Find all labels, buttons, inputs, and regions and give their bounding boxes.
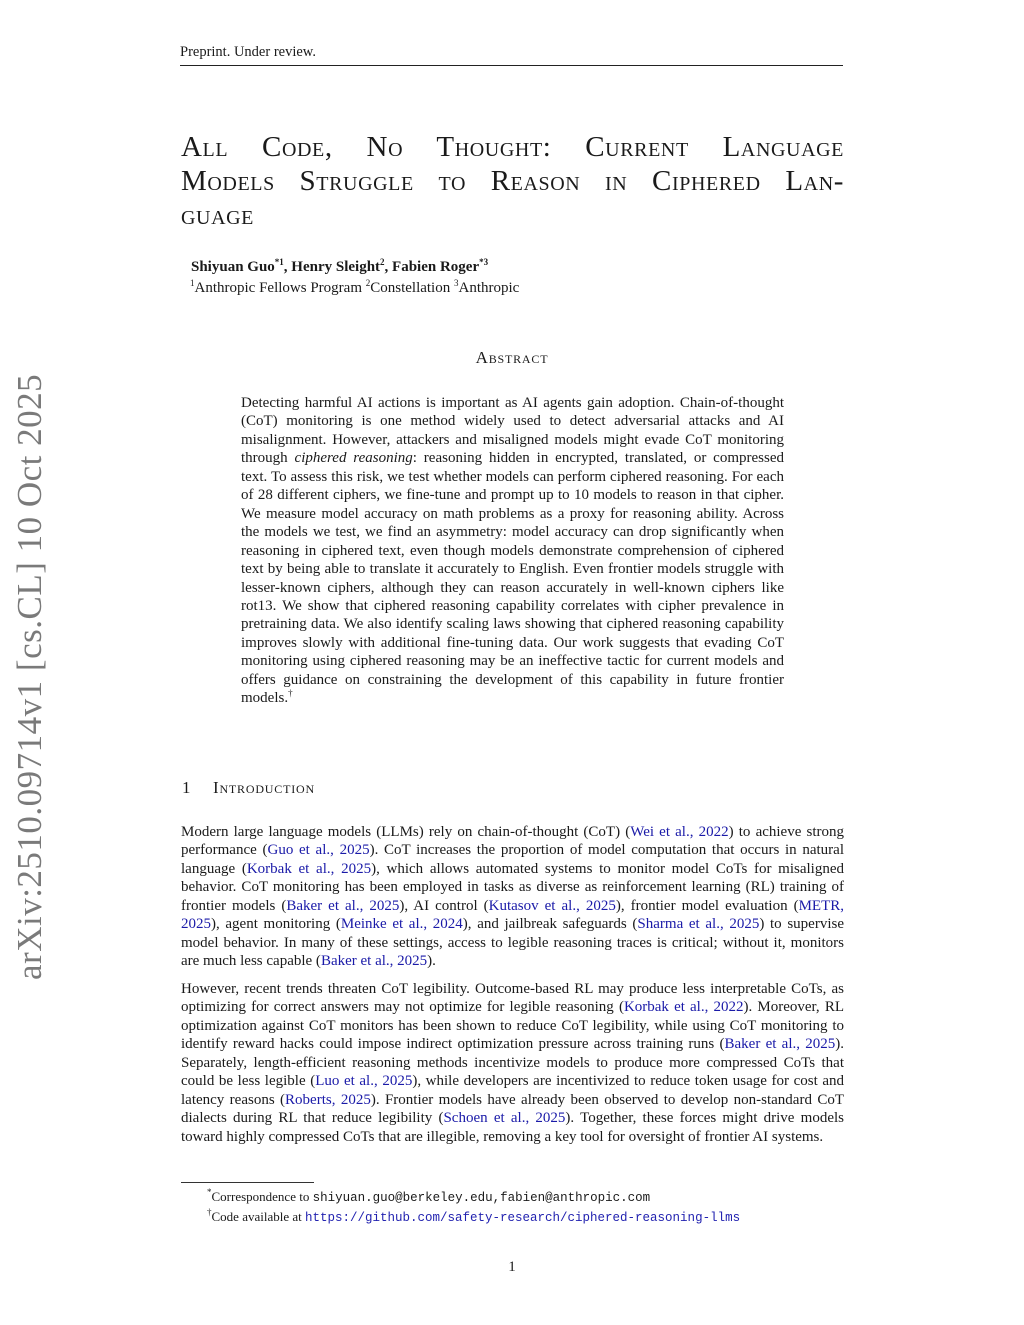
paragraph-text: ). [427,953,436,970]
citation-authors: Luo et al. [315,1073,374,1090]
citation-link[interactable]: Baker et al., 2025 [320,953,428,970]
author-name: Shiyuan Guo [191,259,275,275]
title-line-2: Models Struggle to Reason in Ciphered Lan- [181,165,844,197]
citation-year: 2025 [535,1110,566,1127]
citation-year: 2025 [340,1091,371,1108]
citation-link[interactable]: Roberts, 2025 [285,1091,371,1108]
affiliation-name: Anthropic [458,280,520,296]
abstract-body [241,394,784,708]
citation-authors: Korbak et al. [623,999,705,1016]
footnote-rule [181,1182,314,1183]
paragraph-text: ), frontier model evaluation ( [615,897,799,914]
affiliation-mark: 2 [365,278,371,288]
code-repository-link[interactable]: https://github.com/safety-research/ciphered-reasoning-llms [305,1211,741,1225]
affiliation-mark: 1 [190,278,195,288]
citation-authors: Baker et al. [286,897,360,914]
citation-link[interactable]: Baker et al., 2025 [286,897,400,914]
citation-link[interactable]: METR, 2025 [181,897,845,933]
paragraph-text: ). Frontier models have already been observed to develop non-standard CoT dialects during RL that reduce legibility ( [181,1091,845,1127]
affiliations [190,280,519,297]
footnote-correspondence [207,1189,650,1205]
citation-link[interactable]: Wei et al., 2022 [630,824,729,840]
title-line-1: All Code, No Thought: Current Language [181,131,844,163]
abstract-emphasis: ciphered reasoning [294,450,413,467]
author-marks: *1 [274,257,284,267]
code-footnote-mark: † [288,688,293,699]
citation-year: 2025 [382,1073,413,1090]
footnote-text: Code available at [211,1209,305,1224]
author-list: Shiyuan Guo$^{*1}$, Henry Sleight$^2$, Fabien Roger$^{*3}$ [191,257,489,275]
author-name: Henry Sleight [291,259,381,275]
paragraph-text: ), agent monitoring ( [211,916,341,933]
citation-authors: Kutasov et al. [488,897,577,914]
citation-authors: Meinke et al. [340,916,424,933]
footnote-code [207,1209,740,1225]
paragraph-text: ) to supervise model behavior. In many of these settings, access to legible reasoning traces is critical; without it, monitors are much less capable ( [181,916,844,970]
affiliation-name: Constellation [370,280,451,296]
intro-paragraph-1 [181,823,844,971]
author-marks: *3 [479,257,489,267]
running-header: Preprint. Under review. [180,44,843,66]
citation-link[interactable]: Sharma et al., 2025 [637,916,760,933]
arxiv-identifier: arXiv:2510.09714v1 [cs.CL] 10 Oct 2025 [10,373,49,980]
paragraph-text: ), while developers are incentivized to reduce token usage for cost and latency reasons ( [181,1073,844,1108]
citation-authors: Wei et al. [630,824,690,840]
citation-link[interactable]: Schoen et al., 2025 [443,1110,566,1127]
abstract-text: : reasoning hidden in encrypted, translated, or compressed text. To assess this risk, we test whether models can perform ciphered reasoning. For each of 28 different ciphers, we fine-tune and prompt up to 10 models to reason in that cipher. We measure model accuracy on math problems as a proxy for reasoning ability. Across the models we test, we find an asymmetry: model accuracy can drop significantly when reasoning in ciphered text, even though models demonstrate comprehension of ciphered text by being able to translate it accurately to English. Even frontier models struggle with lesser-known ciphers, although they can reason accurately in well-known ciphers like rot13. We show that ciphered reasoning capability correlates with cipher prevalence in pretraining data. We also identify scaling laws showing that ciphered reasoning capability improves slowly with additional fine-tuning data. Our work suggests that evading CoT monitoring using ciphered reasoning may be an ineffective tactic for current models and offers guidance on constraining the development of this capability in future frontier models. [241,450,784,707]
citation-year: 2022 [698,824,729,840]
abstract-text: Detecting harmful AI actions is important as AI agents gain adoption. Chain-of-thought (CoT) monitoring is one method widely used to detect adversarial attacks and AI misalignment. However, attackers and misaligned models might evade CoT monitoring through [241,395,784,467]
affiliation-name: Anthropic Fellows Program [194,280,362,296]
citation-year: 2025 [339,842,370,859]
citation-year: 2025 [181,916,211,933]
citation-link[interactable]: Kutasov et al., 2025 [488,897,616,914]
citation-link[interactable]: Baker et al., 2025 [724,1036,836,1053]
paragraph-text: ). Moreover, RL optimization against CoT monitors has been shown to reduce CoT legibility, while using CoT monitoring to identify reward hacks could impose indirect optimization pressure across training runs ( [181,999,844,1053]
citation-authors: Korbak et al. [246,860,331,877]
citation-authors: Baker et al. [724,1036,797,1053]
citation-year: 2024 [432,916,463,933]
citation-authors: Schoen et al. [443,1110,526,1127]
author-marks: 2 [380,257,385,267]
section-title: Introduction [213,778,315,797]
paragraph-text: ). Separately, length-efficient reasoning methods incentivize models to produce more compressed CoTs that could be less legible ( [181,1036,845,1090]
affiliation-mark: 3 [453,278,459,288]
paper-title [181,130,844,232]
citation-link[interactable]: Korbak et al., 2022 [623,999,744,1016]
section-heading-introduction [182,778,315,798]
abstract-heading: Abstract [475,348,549,367]
citation-year: 2025 [369,897,400,914]
citation-authors: Roberts [285,1091,332,1108]
citation-authors: METR [798,897,841,914]
footnote-mark: † [207,1207,212,1217]
section-number: 1 [182,778,192,797]
citation-link[interactable]: Meinke et al., 2024 [340,916,463,933]
paragraph-text: ), AI control ( [399,897,489,914]
footnote-text: Correspondence to [211,1189,313,1204]
citation-year: 2025 [805,1036,836,1053]
paragraph-text: ), and jailbreak safeguards ( [462,916,638,933]
arxiv-sidebar-stamp [10,373,70,980]
citation-link[interactable]: Luo et al., 2025 [315,1073,413,1090]
correspondence-emails: shiyuan.guo@berkeley.edu,fabien@anthropic.com [312,1191,651,1205]
citation-authors: Sharma et al. [637,916,720,933]
citation-year: 2025 [729,916,760,933]
page-number: 1 [508,1259,516,1275]
footnote-mark: * [207,1187,212,1197]
paragraph-text: ), which allows automated systems to monitor model CoTs for misaligned behavior. CoT monitoring has been employed in tasks as diverse as reinforcement learning (RL) training of frontier models ( [181,860,845,914]
paragraph-text: ). CoT increases the proportion of model computation that occurs in natural language ( [181,842,844,877]
citation-year: 2022 [713,999,744,1016]
paragraph-text: However, recent trends threaten CoT legibility. Outcome-based RL may produce less interpretable CoTs, as optimizing for correct answers may not optimize for legible reasoning ( [181,981,844,1016]
paragraph-text: ) to achieve strong performance ( [181,824,845,859]
citation-link[interactable]: Guo et al., 2025 [267,842,370,859]
citation-year: 2025 [341,860,372,877]
title-line-3: guage [181,199,254,231]
paragraph-text: Modern large language models (LLMs) rely on chain-of-thought (CoT) ( [181,824,631,840]
paragraph-text: ). Together, these forces might drive models toward highly compressed CoTs that are illegible, removing a key tool for oversight of frontier AI systems. [181,1110,845,1145]
author-name: Fabien Roger [392,259,480,275]
citation-year: 2025 [397,953,428,970]
citation-year: 2025 [585,897,616,914]
citation-authors: Guo et al. [267,842,331,859]
citation-link[interactable]: Korbak et al., 2025 [246,860,372,877]
citation-authors: Baker et al. [320,953,390,970]
intro-paragraph-2 [181,980,844,1146]
